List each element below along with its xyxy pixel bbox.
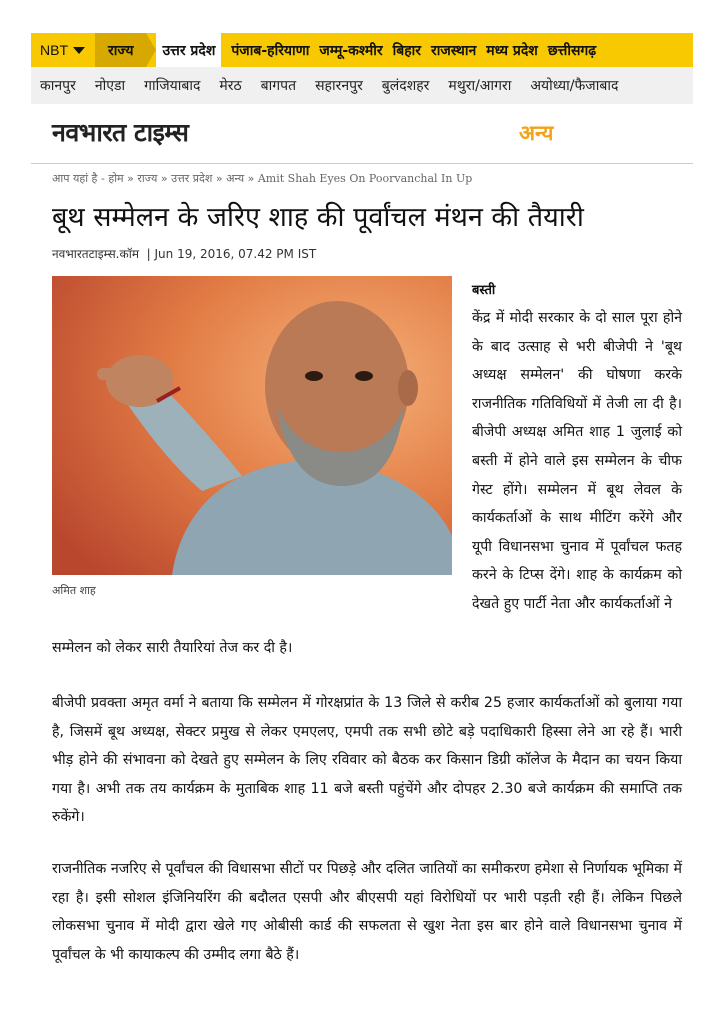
byline: नवभारतटाइम्स.कॉम | Jun 19, 2016, 07.42 PM IST <box>52 247 317 261</box>
state-link[interactable]: पंजाब-हरियाणा <box>231 42 310 59</box>
article-paragraph: बीजेपी प्रवक्ता अमृत वर्मा ने बताया कि सम्मेलन में गोरक्षप्रांत के 13 जिले से करीब 25 हजार कार्यकर्ताओं को बुलाया गया है, जिसमें बूथ अध्यक्ष, सेक्टर प्रमुख से लेकर एमएलए, एमपी तक सभी छोटे बड़े पदाधिकारी हिस्सा लेने आ रहे हैं। भारी भीड़ होने की संभावना को देखते हुए सम्मेलन के लिए रविवार को बैठक कर किसान डिग्री कॉलेज के मैदान का चयन किया गया है। अभी तक तय कार्यक्रम के मुताबिक शाह 11 बजे बस्ती पहुंचेंगे और दोपहर 2.30 बजे कार्यक्रम की समाप्ति तक रुकेंगे। <box>52 695 682 826</box>
state-menu-tab[interactable] <box>95 33 146 67</box>
nbt-menu-button[interactable] <box>31 33 95 67</box>
state-link[interactable]: मध्य प्रदेश <box>486 42 538 59</box>
state-link[interactable]: बिहार <box>392 42 422 59</box>
section-title[interactable]: अन्य <box>519 121 554 145</box>
state-link[interactable]: जम्मू-कश्मीर <box>319 42 383 59</box>
article-title: बूथ सम्मेलन के जरिए शाह की पूर्वांचल मंथन की तैयारी <box>52 202 584 233</box>
city-link[interactable]: बागपत <box>260 78 297 94</box>
state-links <box>146 33 606 67</box>
state-menu-label: राज्य <box>108 42 134 59</box>
city-link[interactable]: बुलंदशहर <box>381 78 430 94</box>
state-link[interactable]: उत्तर प्रदेश <box>156 33 221 67</box>
article-date: Jun 19, 2016, 07.42 PM IST <box>154 247 317 261</box>
breadcrumb-link[interactable]: अन्य <box>226 172 245 185</box>
nbt-label: NBT <box>40 42 68 58</box>
breadcrumb-current: Amit Shah Eyes On Poorvanchal In Up <box>257 172 473 185</box>
state-link[interactable]: छत्तीसगढ़ <box>547 42 597 59</box>
article-source[interactable]: नवभारतटाइम्स.कॉम <box>52 247 139 261</box>
breadcrumb: आप यहां है - होम » राज्य » उत्तर प्रदेश » अन्य » Amit Shah Eyes On Poorvanchal In Up <box>52 172 473 185</box>
article-photo <box>52 276 452 575</box>
city-link[interactable]: गाजियाबाद <box>144 78 201 94</box>
city-nav-bar <box>31 67 693 104</box>
site-logo[interactable]: नवभारत टाइम्स <box>52 118 189 147</box>
city-link[interactable]: मेरठ <box>219 78 242 94</box>
city-link[interactable]: कानपुर <box>40 78 76 94</box>
breadcrumb-link[interactable]: उत्तर प्रदेश <box>171 172 213 185</box>
photo-caption: अमित शाह <box>52 584 96 597</box>
city-link[interactable]: अयोध्या/फैजाबाद <box>530 78 619 94</box>
state-nav-bar <box>31 33 693 67</box>
article-paragraph: सम्मेलन को लेकर सारी तैयारियां तेज कर दी है। <box>52 640 293 656</box>
city-link[interactable]: सहारनपुर <box>315 78 363 94</box>
breadcrumb-link[interactable]: होम <box>108 172 124 185</box>
header-divider <box>31 163 693 164</box>
state-link[interactable]: राजस्थान <box>431 42 477 59</box>
breadcrumb-link[interactable]: राज्य <box>137 172 158 185</box>
breadcrumb-prefix: आप यहां है - <box>52 172 109 185</box>
city-link[interactable]: नोएडा <box>94 78 126 94</box>
chevron-down-icon <box>73 47 85 54</box>
article-paragraph: केंद्र में मोदी सरकार के दो साल पूरा होने के बाद उत्साह से भरी बीजेपी ने 'बूथ अध्यक्ष सम्मेलन' की घोषणा करके राजनीतिक गतिविधियों में तेजी ला दी है। बीजेपी अध्यक्ष अमित शाह 1 जुलाई को बस्ती में होने वाले इस सम्मेलन के चीफ गेस्ट होंगे। सम्मेलन में बूथ लेवल के कार्यकर्ताओं के साथ मीटिंग करेंगे और यूपी विधानसभा चुनाव में पूर्वांचल फतह करने के टिप्स देंगे। शाह के कार्यक्रम को देखते हुए पार्टी नेता और कार्यकर्ताओं ने <box>472 310 682 612</box>
article-paragraph: राजनीतिक नजरिए से पूर्वांचल की विधासभा सीटों पर पिछड़े और दलित जातियों का समीकरण हमेशा से निर्णायक भूमिका में रहा है। इसी सोशल इंजिनियरिंग की बदौलत एसपी और बीएसपी यहां विरोधियों पर भारी पड़ती रही हैं। लेकिन पिछले लोकसभा चुनाव में मोदी द्वारा खेले गए ओबीसी कार्ड की सफलता से खुश नेता इस बार होने वाले विधानसभा चुनाव में पूर्वांचल के भी कायाकल्प की उम्मीद लगा बैठे हैं। <box>52 861 682 963</box>
article-dateline: बस्ती <box>472 283 496 298</box>
city-link[interactable]: मथुरा/आगरा <box>448 78 512 94</box>
